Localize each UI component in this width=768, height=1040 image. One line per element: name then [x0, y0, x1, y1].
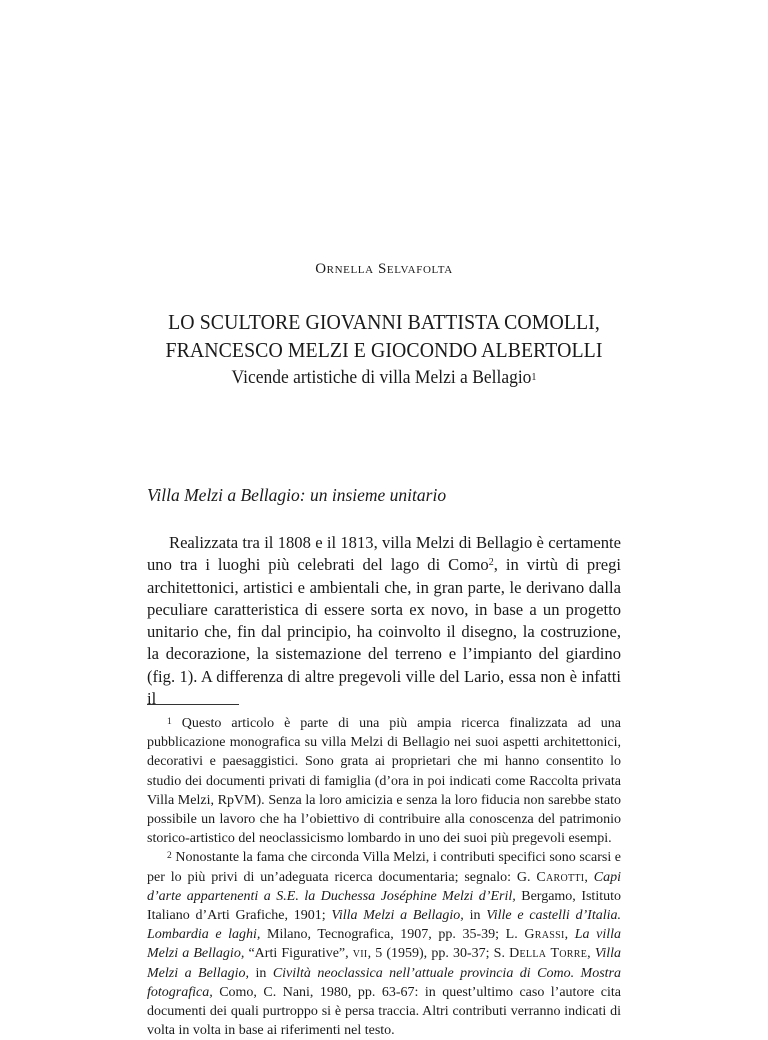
- work-title: Ville e castelli d’Italia. Lombardia e laghi,: [147, 908, 621, 943]
- footnote-1-number: 1: [167, 717, 172, 727]
- work-title: Villa Melzi a Bellagio,: [147, 946, 621, 981]
- footnote-2-text: Nonostante la fama che circonda Villa Melzi, i contributi specifici sono scarsi e per lo più privi di un’adeguata ricerca documentaria; segnalo: G.: [147, 850, 622, 885]
- author-grassi: Grassi: [524, 927, 565, 943]
- footnote-2-text: , 5 (1959), pp. 30-37; S.: [367, 946, 510, 962]
- body-text-part-1: Realizzata tra il 1808 e il 1813, villa Melzi di Bellagio è certamente uno tra i luoghi più celebrati del lago di Como: [147, 533, 621, 575]
- body-text-part-2: , in virtù di pregi architettonici, artistici e ambientali che, in gran parte, le derivano dalla peculiare caratteristica di essere sorta ex novo, in base a un progetto unitario che, fin dal principio, ha coinvolto il disegno, la costruzione, la decorazione, la sistemazione del terreno e l’impianto del giardino (fig. 1). A differenza di altre pregevoli ville del Lario, essa non è infatti il: [147, 555, 621, 709]
- footnote-2-text: Bergamo, Istituto Italiano d’Arti Grafiche, 1901;: [147, 888, 621, 924]
- work-title: Capi d’arte appartenenti a S.E. la Duchessa Joséphine Melzi d’Eril,: [147, 869, 622, 904]
- work-title: La villa Melzi a Bellagio,: [147, 927, 621, 962]
- work-title: Civiltà neoclassica nell’attuale provincia di Como. Mostra fotografica,: [147, 965, 622, 1000]
- section-heading: Villa Melzi a Bellagio: un insieme unitario: [147, 485, 447, 505]
- author-della-torre: Della Torre: [509, 946, 588, 962]
- subtitle-text: Vicende artistiche di villa Melzi a Bellagio: [231, 367, 532, 388]
- footnote-2-text: in: [463, 908, 487, 924]
- body-paragraph: [147, 532, 621, 710]
- footnote-ref-1[interactable]: 1: [531, 371, 537, 383]
- footnote-1: [147, 714, 621, 848]
- footnote-2-text: ,: [564, 927, 575, 943]
- title-line-2: FRANCESCO MELZI E GIOCONDO ALBERTOLLI: [165, 338, 603, 362]
- footnote-2: [147, 848, 621, 1040]
- footnote-2-text: in: [248, 965, 273, 981]
- article-title: [0, 308, 768, 391]
- footnote-1-text: Questo articolo è parte di una più ampia ricerca finalizzata ad una pubblicazione monografica su villa Melzi di Bellagio nei suoi aspetti architettonici, decorativi e paesaggistici. Sono grata ai proprietari che mi hanno consentito lo studio dei documenti privati di famiglia (d’ora in poi indicati come Raccolta privata Villa Melzi, RpVM). Senza la loro amicizia e senza la loro fiducia non sarebbe stato possibile un lavoro che ha l’obiettivo di contribuire alla conoscenza del patrimonio storico-artistico del neoclassicismo lombardo in uno dei suoi più pregevoli esempi.: [147, 716, 622, 847]
- footnote-ref-2[interactable]: 2: [488, 557, 494, 569]
- footnote-2-text: ,: [587, 946, 595, 962]
- volume-number: vii: [352, 946, 368, 962]
- footnote-2-text: “Arti Figurative”,: [244, 946, 353, 962]
- title-line-1: LO SCULTORE GIOVANNI BATTISTA COMOLLI,: [168, 310, 600, 334]
- footnote-2-number: 2: [167, 851, 172, 862]
- footnotes: [147, 714, 621, 1040]
- work-title: Villa Melzi a Bellagio,: [331, 908, 464, 924]
- footnote-2-text: ,: [584, 869, 594, 885]
- footnote-2-text: Milano, Tecnografica, 1907, pp. 35-39; L.: [260, 927, 525, 943]
- subtitle: [31, 365, 738, 391]
- footnote-2-text: Como, C. Nani, 1980, pp. 63-67: in quest’ultimo caso l’autore cita documenti dei quali purtroppo si è persa traccia. Altri contributi verranno indicati di volta in volta in base ai riferimenti nel testo.: [147, 984, 621, 1039]
- footnote-divider: [147, 704, 239, 705]
- author-carotti: Carotti: [536, 869, 585, 885]
- author-name: Ornella Selvafolta: [315, 261, 453, 277]
